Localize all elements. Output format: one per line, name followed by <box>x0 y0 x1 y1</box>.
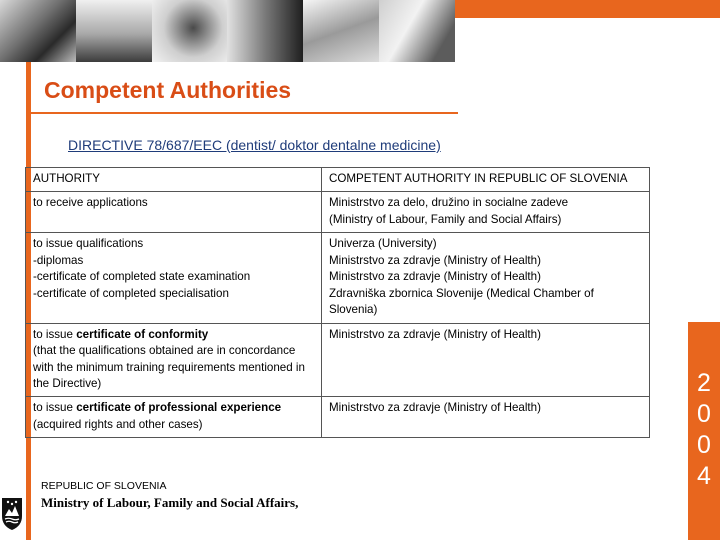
banner-photo-6 <box>379 0 455 62</box>
year-digit: 0 <box>697 400 711 428</box>
year-vertical <box>688 368 720 492</box>
year-digit: 2 <box>697 369 711 397</box>
authority-note: (that the qualifications obtained are in concordance with the minimum training requirements mentioned in the Directive) <box>33 344 305 390</box>
competent-line: Ministrstvo za zdravje (Ministry of Health) <box>329 253 541 267</box>
banner-photo-4 <box>227 0 303 62</box>
authority-cell <box>26 192 322 233</box>
page-title: Competent Authorities <box>44 77 292 103</box>
photo-banner <box>0 0 455 62</box>
authority-prefix: to issue <box>33 401 77 415</box>
banner-photo-3 <box>152 0 228 62</box>
table-row <box>26 192 650 233</box>
authority-line: to receive applications <box>33 196 148 210</box>
banner-photo-2 <box>76 0 152 62</box>
footer-country: REPUBLIC OF SLOVENIA <box>41 480 167 492</box>
header-competent-authority: COMPETENT AUTHORITY IN REPUBLIC OF SLOVENIA <box>322 168 650 192</box>
authority-line: -certificate of completed specialisation <box>33 286 229 300</box>
table-row <box>26 397 650 438</box>
authority-bold: certificate of conformity <box>76 327 209 341</box>
authority-line <box>33 400 314 416</box>
authorities-table <box>25 167 650 438</box>
competent-line: (Ministry of Labour, Family and Social Affairs) <box>329 212 562 226</box>
competent-cell <box>322 233 650 323</box>
authority-line: -certificate of completed state examination <box>33 270 251 284</box>
competent-cell <box>322 192 650 233</box>
authority-note: (acquired rights and other cases) <box>33 417 203 431</box>
footer-ministry: Ministry of Labour, Family and Social Affairs, <box>41 495 299 510</box>
year-digit: 0 <box>697 431 711 459</box>
authority-line: -diplomas <box>33 253 84 267</box>
table-row <box>26 323 650 397</box>
banner-photo-1 <box>0 0 76 62</box>
competent-cell <box>322 323 650 397</box>
competent-line: Univerza (University) <box>329 237 437 251</box>
competent-line: Ministrstvo za delo, družino in socialne zadeve <box>329 196 569 210</box>
year-digit: 4 <box>697 462 711 490</box>
header-authority: AUTHORITY <box>26 168 322 192</box>
authority-prefix: to issue <box>33 327 77 341</box>
competent-line: Ministrstvo za zdravje (Ministry of Health) <box>329 270 541 284</box>
table-row <box>26 233 650 323</box>
authority-cell <box>26 397 322 438</box>
banner-accent-bar <box>455 0 720 18</box>
authority-bold: certificate of professional experience <box>76 401 282 415</box>
directive-heading: DIRECTIVE 78/687/EEC (dentist/ doktor dentalne medicine) <box>68 137 441 153</box>
table-header-row <box>26 168 650 192</box>
title-underline <box>30 112 458 114</box>
authority-line <box>33 327 314 343</box>
banner-photo-5 <box>303 0 379 62</box>
competent-cell <box>322 397 650 438</box>
competent-line: Ministrstvo za zdravje (Ministry of Health) <box>329 401 541 415</box>
competent-line: Ministrstvo za zdravje (Ministry of Health) <box>329 327 541 341</box>
coat-of-arms-icon <box>0 492 24 532</box>
competent-line: Zdravniška zbornica Slovenije (Medical Chamber of Slovenia) <box>329 286 594 317</box>
authority-line: to issue qualifications <box>33 237 144 251</box>
authority-cell <box>26 323 322 397</box>
authority-cell <box>26 233 322 323</box>
